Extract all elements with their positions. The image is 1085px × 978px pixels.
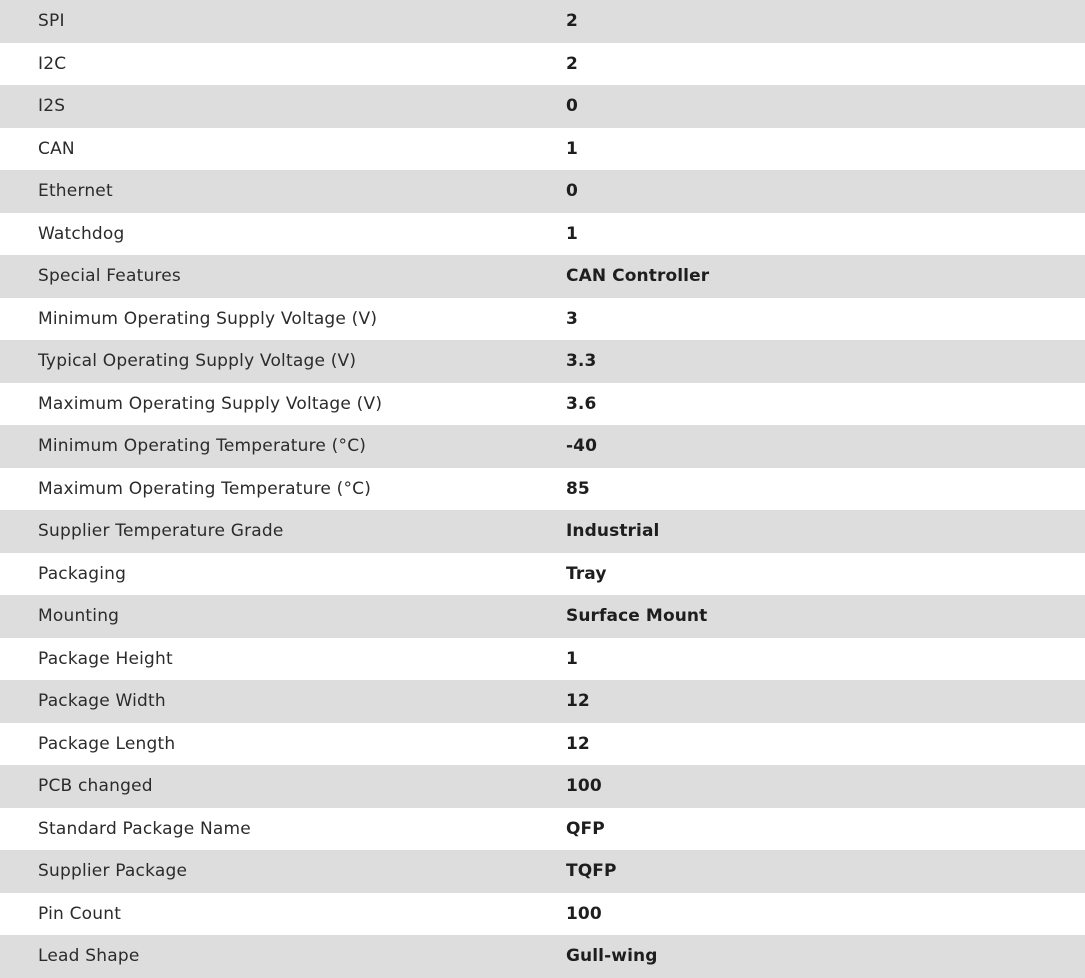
spec-row [0, 340, 1085, 383]
spec-name: Watchdog [38, 223, 125, 244]
spec-row [0, 638, 1085, 681]
spec-value: 2 [566, 11, 578, 32]
spec-row [0, 723, 1085, 766]
spec-value: 2 [566, 53, 578, 74]
spec-value: 1 [566, 223, 578, 244]
spec-value: 12 [566, 691, 590, 712]
spec-row [0, 213, 1085, 256]
spec-row [0, 170, 1085, 213]
spec-name: Lead Shape [38, 946, 140, 967]
spec-row [0, 85, 1085, 128]
spec-row [0, 43, 1085, 86]
spec-name: Package Length [38, 733, 176, 754]
spec-name: Maximum Operating Temperature (°C) [38, 478, 372, 499]
spec-value: -40 [566, 436, 598, 457]
spec-row [0, 383, 1085, 426]
spec-value: 1 [566, 138, 578, 159]
spec-row [0, 808, 1085, 851]
spec-name: Packaging [38, 563, 127, 584]
spec-value: Surface Mount [566, 606, 708, 627]
spec-value: 100 [566, 776, 602, 797]
spec-row [0, 680, 1085, 723]
spec-name: Minimum Operating Supply Voltage (V) [38, 308, 378, 329]
spec-value: 12 [566, 733, 590, 754]
spec-name: Supplier Temperature Grade [38, 521, 284, 542]
spec-value: Industrial [566, 521, 660, 542]
spec-row [0, 128, 1085, 171]
spec-row [0, 425, 1085, 468]
spec-value: QFP [566, 818, 605, 839]
spec-name: Package Height [38, 648, 173, 669]
spec-value: 85 [566, 478, 590, 499]
spec-value: Tray [566, 563, 607, 584]
spec-name: PCB changed [38, 776, 153, 797]
spec-name: Maximum Operating Supply Voltage (V) [38, 393, 383, 414]
spec-row [0, 255, 1085, 298]
spec-name: I2C [38, 53, 67, 74]
spec-name: Typical Operating Supply Voltage (V) [38, 351, 357, 372]
spec-name: Pin Count [38, 903, 122, 924]
spec-row [0, 468, 1085, 511]
spec-value: TQFP [566, 861, 617, 882]
spec-name: CAN [38, 138, 75, 159]
spec-row [0, 595, 1085, 638]
spec-name: Ethernet [38, 181, 113, 202]
spec-row [0, 893, 1085, 936]
spec-value: 0 [566, 181, 578, 202]
spec-row [0, 850, 1085, 893]
spec-name: Mounting [38, 606, 120, 627]
spec-value: 0 [566, 96, 578, 117]
spec-row [0, 765, 1085, 808]
spec-row [0, 510, 1085, 553]
spec-name: Special Features [38, 266, 181, 287]
spec-value: 100 [566, 903, 602, 924]
spec-name: SPI [38, 11, 65, 32]
spec-value: 1 [566, 648, 578, 669]
spec-row [0, 553, 1085, 596]
spec-row [0, 0, 1085, 43]
spec-row [0, 298, 1085, 341]
spec-name: I2S [38, 96, 66, 117]
spec-name: Package Width [38, 691, 166, 712]
spec-name: Supplier Package [38, 861, 188, 882]
spec-value: Gull-wing [566, 946, 658, 967]
spec-name: Minimum Operating Temperature (°C) [38, 436, 367, 457]
spec-row [0, 935, 1085, 978]
spec-value: 3 [566, 308, 578, 329]
spec-value: CAN Controller [566, 266, 710, 287]
spec-value: 3.6 [566, 393, 597, 414]
spec-value: 3.3 [566, 351, 597, 372]
spec-name: Standard Package Name [38, 818, 251, 839]
